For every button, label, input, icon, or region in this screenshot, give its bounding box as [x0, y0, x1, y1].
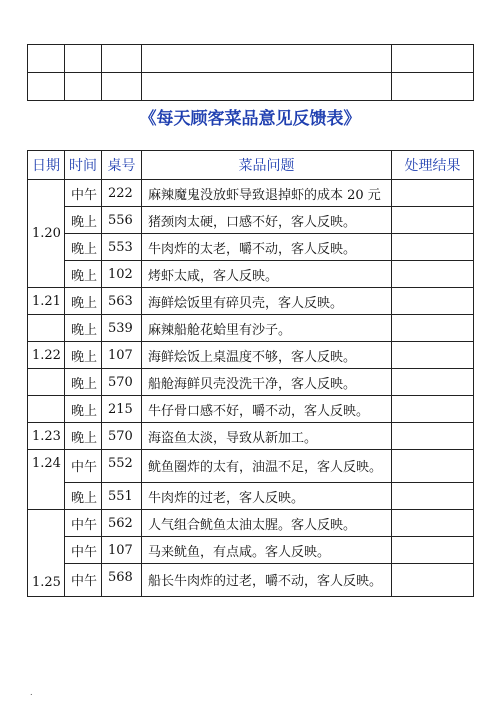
time-cell: 晚上	[65, 234, 102, 261]
table-row	[28, 342, 474, 369]
table-row	[28, 564, 474, 597]
issue-cell: 鱿鱼圈炸的太有，油温不足，客人反映。	[142, 450, 392, 483]
table-number-cell: 539	[102, 315, 142, 342]
time-cell: 晚上	[65, 207, 102, 234]
table-row	[28, 288, 474, 315]
table-row	[28, 510, 474, 537]
issue-cell: 烤虾太咸，客人反映。	[142, 261, 392, 288]
table-number-cell: 556	[102, 207, 142, 234]
result-cell	[392, 369, 474, 396]
result-cell	[392, 450, 474, 483]
header-result: 处理结果	[392, 151, 474, 180]
time-cell: 晚上	[65, 423, 102, 450]
table-number-cell: 570	[102, 369, 142, 396]
time-cell: 中午	[65, 564, 102, 597]
table-row	[28, 180, 474, 207]
result-cell	[392, 423, 474, 450]
date-cell-empty	[28, 369, 65, 396]
result-cell	[392, 234, 474, 261]
result-cell	[392, 180, 474, 207]
issue-cell: 麻辣魔鬼没放虾导致退掉虾的成本 20 元	[142, 180, 392, 207]
table-number-cell: 215	[102, 396, 142, 423]
date-cell: 1.21	[28, 288, 65, 315]
issue-cell: 牛仔骨口感不好，嚼不动，客人反映。	[142, 396, 392, 423]
table-number-cell: 562	[102, 510, 142, 537]
result-cell	[392, 261, 474, 288]
table-number-cell: 107	[102, 537, 142, 564]
time-cell: 中午	[65, 180, 102, 207]
table-number-cell: 552	[102, 450, 142, 483]
result-cell	[392, 564, 474, 597]
table-row	[28, 207, 474, 234]
table-row	[28, 369, 474, 396]
date-cell-empty	[28, 315, 65, 342]
table-number-cell: 222	[102, 180, 142, 207]
date-cell: 1.23	[28, 423, 65, 450]
issue-cell: 海鲜烩饭上桌温度不够，客人反映。	[142, 342, 392, 369]
issue-cell: 船长牛肉炸的过老，嚼不动，客人反映。	[142, 564, 392, 597]
issue-cell: 牛肉炸的太老，嚼不动，客人反映。	[142, 234, 392, 261]
time-cell: 中午	[65, 450, 102, 483]
issue-cell: 人气组合鱿鱼太油太腥。客人反映。	[142, 510, 392, 537]
issue-cell: 马来鱿鱼，有点咸。客人反映。	[142, 537, 392, 564]
date-cell: 1.25	[28, 510, 65, 597]
date-cell: 1.22	[28, 342, 65, 369]
result-cell	[392, 510, 474, 537]
header-issue: 菜品问题	[142, 151, 392, 180]
time-cell: 中午	[65, 510, 102, 537]
time-cell: 晚上	[65, 369, 102, 396]
table-row	[28, 483, 474, 510]
header-table: 桌号	[102, 151, 142, 180]
result-cell	[392, 207, 474, 234]
date-cell: 1.20	[28, 180, 65, 288]
result-cell	[392, 315, 474, 342]
issue-cell: 海盗鱼太淡，导致从新加工。	[142, 423, 392, 450]
table-number-cell: 570	[102, 423, 142, 450]
table-row	[28, 234, 474, 261]
page-title: 《每天顾客菜品意见反馈表》	[139, 109, 361, 129]
time-cell: 晚上	[65, 396, 102, 423]
issue-cell: 海鲜烩饭里有碎贝壳，客人反映。	[142, 288, 392, 315]
table-number-cell: 102	[102, 261, 142, 288]
previous-table-fragment	[27, 44, 474, 101]
time-cell: 晚上	[65, 483, 102, 510]
table-row	[28, 261, 474, 288]
feedback-table	[27, 150, 474, 597]
issue-cell: 船舱海鲜贝壳没洗干净，客人反映。	[142, 369, 392, 396]
date-cell-empty	[28, 396, 65, 423]
time-cell: 晚上	[65, 342, 102, 369]
date-cell: 1.24	[28, 450, 65, 510]
issue-cell: 牛肉炸的过老，客人反映。	[142, 483, 392, 510]
time-cell: 晚上	[65, 261, 102, 288]
time-cell: 晚上	[65, 288, 102, 315]
time-cell: 晚上	[65, 315, 102, 342]
table-row	[28, 423, 474, 450]
table-number-cell: 107	[102, 342, 142, 369]
header-date: 日期	[28, 151, 65, 180]
table-number-cell: 553	[102, 234, 142, 261]
result-cell	[392, 396, 474, 423]
table-row	[28, 73, 474, 101]
footer-mark: .	[30, 688, 33, 697]
result-cell	[392, 483, 474, 510]
header-time: 时间	[65, 151, 102, 180]
time-cell: 中午	[65, 537, 102, 564]
table-number-cell: 551	[102, 483, 142, 510]
result-cell	[392, 288, 474, 315]
result-cell	[392, 342, 474, 369]
table-row	[28, 315, 474, 342]
table-row	[28, 45, 474, 73]
table-number-cell: 568	[102, 564, 142, 597]
issue-cell: 麻辣船舱花蛤里有沙子。	[142, 315, 392, 342]
table-number-cell: 563	[102, 288, 142, 315]
table-row	[28, 537, 474, 564]
issue-cell: 猪颈肉太硬，口感不好，客人反映。	[142, 207, 392, 234]
table-row	[28, 450, 474, 483]
result-cell	[392, 537, 474, 564]
table-header-row	[28, 151, 474, 180]
table-row	[28, 396, 474, 423]
